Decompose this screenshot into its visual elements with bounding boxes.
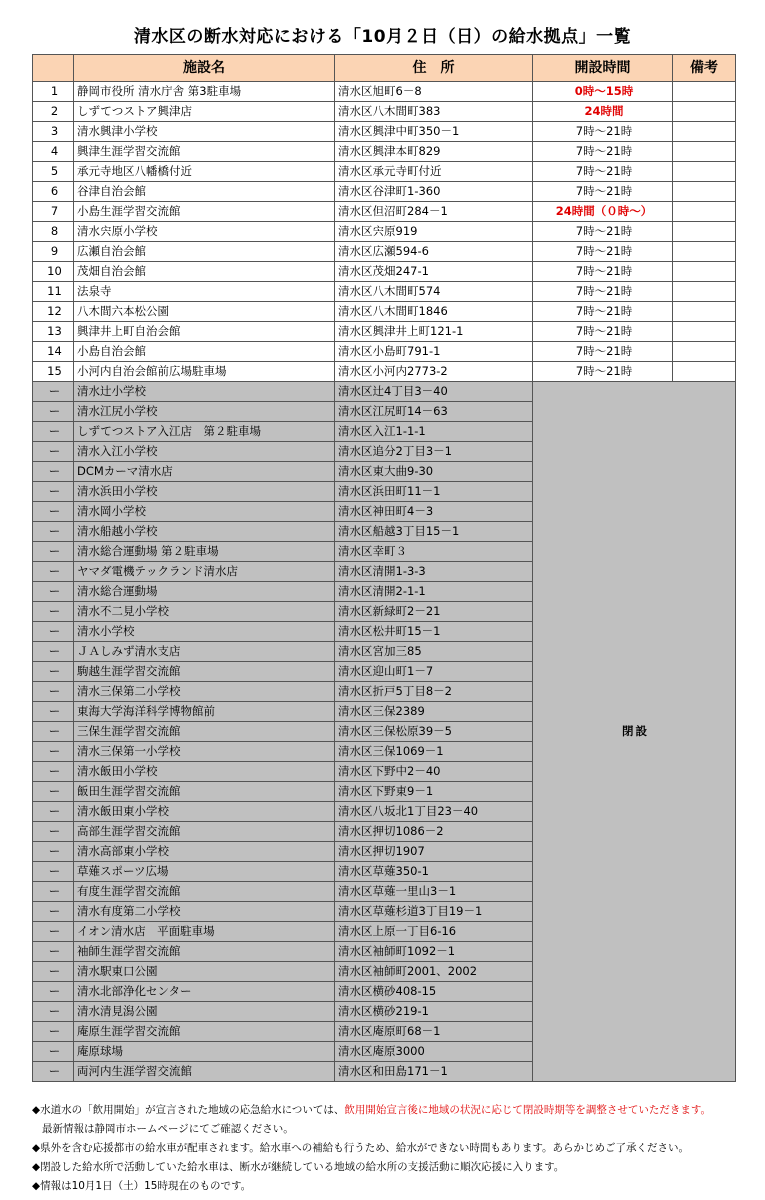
facility-name: 清水岡小学校 bbox=[74, 502, 335, 522]
facility-address: 清水区船越3丁目15－1 bbox=[335, 522, 533, 542]
facility-name: 有度生涯学習交流館 bbox=[74, 882, 335, 902]
facility-name: 袖師生涯学習交流館 bbox=[74, 942, 335, 962]
row-number: 3 bbox=[33, 122, 74, 142]
row-number: ー bbox=[33, 602, 74, 622]
facility-name: 清水北部浄化センター bbox=[74, 982, 335, 1002]
table-row bbox=[33, 142, 736, 162]
row-number: ー bbox=[33, 502, 74, 522]
facility-address: 清水区浜田町11－1 bbox=[335, 482, 533, 502]
facility-name: 清水江尻小学校 bbox=[74, 402, 335, 422]
facility-address: 清水区草薙350-1 bbox=[335, 862, 533, 882]
facility-address: 清水区袖師町1092－1 bbox=[335, 942, 533, 962]
note-1-highlight: 飲用開始宣言後に地域の状況に応じて閉設時期等を調整させていただきます。 bbox=[344, 1104, 712, 1116]
table-row bbox=[33, 322, 736, 342]
facility-address: 清水区宮加三85 bbox=[335, 642, 533, 662]
table-row bbox=[33, 262, 736, 282]
row-number: ー bbox=[33, 982, 74, 1002]
facility-address: 清水区追分2丁目3－1 bbox=[335, 442, 533, 462]
opening-hours: 7時～21時 bbox=[533, 322, 673, 342]
table-row bbox=[33, 302, 736, 322]
remarks-cell bbox=[673, 342, 736, 362]
row-number: 8 bbox=[33, 222, 74, 242]
facility-address: 清水区庵原3000 bbox=[335, 1042, 533, 1062]
row-number: ー bbox=[33, 862, 74, 882]
facility-address: 清水区八木間町574 bbox=[335, 282, 533, 302]
facility-name: 清水浜田小学校 bbox=[74, 482, 335, 502]
page-title: 清水区の断水対応における「10月２日（日）の給水拠点」一覧 bbox=[133, 27, 632, 47]
facility-name: 東海大学海洋科学博物館前 bbox=[74, 702, 335, 722]
table-body bbox=[33, 82, 736, 1082]
facility-address: 清水区興津本町829 bbox=[335, 142, 533, 162]
row-number: ー bbox=[33, 682, 74, 702]
table-row bbox=[33, 102, 736, 122]
remarks-cell bbox=[673, 282, 736, 302]
row-number: ー bbox=[33, 622, 74, 642]
facility-name: 承元寺地区八幡橋付近 bbox=[74, 162, 335, 182]
facility-name: 清水総合運動場 第２駐車場 bbox=[74, 542, 335, 562]
opening-hours: 24時間（０時～） bbox=[533, 202, 673, 222]
row-number: 10 bbox=[33, 262, 74, 282]
facility-name: 清水三保第二小学校 bbox=[74, 682, 335, 702]
row-number: ー bbox=[33, 662, 74, 682]
facility-name: 飯田生涯学習交流館 bbox=[74, 782, 335, 802]
facility-address: 清水区興津井上町121-1 bbox=[335, 322, 533, 342]
facility-name: 清水船越小学校 bbox=[74, 522, 335, 542]
header-facility: 施設名 bbox=[74, 55, 335, 82]
table-row-closed bbox=[33, 382, 736, 402]
row-number: ー bbox=[33, 382, 74, 402]
facility-name: 清水小学校 bbox=[74, 622, 335, 642]
row-number: ー bbox=[33, 962, 74, 982]
row-number: ー bbox=[33, 842, 74, 862]
facility-address: 清水区押切1086－2 bbox=[335, 822, 533, 842]
row-number: ー bbox=[33, 822, 74, 842]
facility-name: 興津生涯学習交流館 bbox=[74, 142, 335, 162]
facility-address: 清水区江尻町14－63 bbox=[335, 402, 533, 422]
facility-address: 清水区幸町３ bbox=[335, 542, 533, 562]
row-number: 5 bbox=[33, 162, 74, 182]
facility-address: 清水区下野東9－1 bbox=[335, 782, 533, 802]
row-number: ー bbox=[33, 1022, 74, 1042]
note-1-sub: 最新情報は静岡市ホームページにてご確認ください。 bbox=[42, 1123, 294, 1135]
table-row bbox=[33, 162, 736, 182]
closed-status-label: 閉設 bbox=[533, 382, 736, 1082]
row-number: 14 bbox=[33, 342, 74, 362]
facility-address: 清水区和田島171－1 bbox=[335, 1062, 533, 1082]
header-remarks: 備考 bbox=[673, 55, 736, 82]
facility-address: 清水区押切1907 bbox=[335, 842, 533, 862]
water-supply-table bbox=[32, 54, 736, 1082]
note-1 bbox=[32, 1101, 752, 1120]
facility-name: 三保生涯学習交流館 bbox=[74, 722, 335, 742]
opening-hours: 7時～21時 bbox=[533, 162, 673, 182]
row-number: ー bbox=[33, 902, 74, 922]
remarks-cell bbox=[673, 362, 736, 382]
facility-name: しずてつストア入江店 第２駐車場 bbox=[74, 422, 335, 442]
facility-name: 茂畑自治会館 bbox=[74, 262, 335, 282]
facility-address: 清水区草薙一里山3－1 bbox=[335, 882, 533, 902]
facility-address: 清水区承元寺町付近 bbox=[335, 162, 533, 182]
facility-address: 清水区三保1069－1 bbox=[335, 742, 533, 762]
table-row bbox=[33, 202, 736, 222]
opening-hours: 7時～21時 bbox=[533, 182, 673, 202]
opening-hours: 24時間 bbox=[533, 102, 673, 122]
facility-address: 清水区迎山町1－7 bbox=[335, 662, 533, 682]
opening-hours: 7時～21時 bbox=[533, 222, 673, 242]
facility-name: ＪＡしみず清水支店 bbox=[74, 642, 335, 662]
table-row bbox=[33, 362, 736, 382]
opening-hours: 7時～21時 bbox=[533, 302, 673, 322]
table-row bbox=[33, 182, 736, 202]
remarks-cell bbox=[673, 302, 736, 322]
facility-name: 清水入江小学校 bbox=[74, 442, 335, 462]
note-3: ◆閉設した給水所で活動していた給水車は、断水が継続している地域の給水所の支援活動に順次応援に入ります。 bbox=[32, 1161, 565, 1173]
facility-name: 清水有度第二小学校 bbox=[74, 902, 335, 922]
facility-name: 谷津自治会館 bbox=[74, 182, 335, 202]
facility-address: 清水区横砂408-15 bbox=[335, 982, 533, 1002]
facility-address: 清水区三保2389 bbox=[335, 702, 533, 722]
facility-name: しずてつストア興津店 bbox=[74, 102, 335, 122]
facility-name: 法泉寺 bbox=[74, 282, 335, 302]
row-number: ー bbox=[33, 422, 74, 442]
row-number: ー bbox=[33, 442, 74, 462]
header-no bbox=[33, 55, 74, 82]
row-number: ー bbox=[33, 522, 74, 542]
facility-name: 清水辻小学校 bbox=[74, 382, 335, 402]
row-number: 13 bbox=[33, 322, 74, 342]
row-number: ー bbox=[33, 562, 74, 582]
header-hours: 開設時間 bbox=[533, 55, 673, 82]
row-number: 2 bbox=[33, 102, 74, 122]
facility-name: 清水三保第一小学校 bbox=[74, 742, 335, 762]
facility-name: 清水不二見小学校 bbox=[74, 602, 335, 622]
facility-address: 清水区清開1-3-3 bbox=[335, 562, 533, 582]
facility-address: 清水区辻4丁目3－40 bbox=[335, 382, 533, 402]
facility-name: 清水飯田小学校 bbox=[74, 762, 335, 782]
remarks-cell bbox=[673, 102, 736, 122]
facility-address: 清水区清開2-1-1 bbox=[335, 582, 533, 602]
opening-hours: 7時～21時 bbox=[533, 242, 673, 262]
facility-address: 清水区興津中町350－1 bbox=[335, 122, 533, 142]
facility-name: 高部生涯学習交流館 bbox=[74, 822, 335, 842]
opening-hours: 7時～21時 bbox=[533, 342, 673, 362]
facility-name: 草薙スポーツ広場 bbox=[74, 862, 335, 882]
facility-address: 清水区八木間町1846 bbox=[335, 302, 533, 322]
table-header-row bbox=[33, 55, 736, 82]
row-number: ー bbox=[33, 642, 74, 662]
remarks-cell bbox=[673, 242, 736, 262]
table-row bbox=[33, 222, 736, 242]
facility-name: 清水駅東口公園 bbox=[74, 962, 335, 982]
header-address: 住 所 bbox=[335, 55, 533, 82]
facility-address: 清水区宍原919 bbox=[335, 222, 533, 242]
facility-address: 清水区神田町4－3 bbox=[335, 502, 533, 522]
remarks-cell bbox=[673, 222, 736, 242]
opening-hours: 7時～21時 bbox=[533, 362, 673, 382]
row-number: ー bbox=[33, 802, 74, 822]
opening-hours: 7時～21時 bbox=[533, 142, 673, 162]
row-number: 6 bbox=[33, 182, 74, 202]
facility-address: 清水区草薙杉道3丁目19－1 bbox=[335, 902, 533, 922]
facility-name: 興津井上町自治会館 bbox=[74, 322, 335, 342]
opening-hours: 7時～21時 bbox=[533, 122, 673, 142]
row-number: ー bbox=[33, 462, 74, 482]
facility-name: 小島生涯学習交流館 bbox=[74, 202, 335, 222]
notes bbox=[32, 1101, 752, 1196]
row-number: ー bbox=[33, 922, 74, 942]
row-number: 9 bbox=[33, 242, 74, 262]
facility-name: 八木間六本松公園 bbox=[74, 302, 335, 322]
facility-address: 清水区小河内2773-2 bbox=[335, 362, 533, 382]
remarks-cell bbox=[673, 202, 736, 222]
table-row bbox=[33, 282, 736, 302]
facility-name: 広瀬自治会館 bbox=[74, 242, 335, 262]
facility-name: 清水宍原小学校 bbox=[74, 222, 335, 242]
table-row bbox=[33, 82, 736, 102]
facility-name: 清水総合運動場 bbox=[74, 582, 335, 602]
remarks-cell bbox=[673, 322, 736, 342]
facility-name: 静岡市役所 清水庁舎 第3駐車場 bbox=[74, 82, 335, 102]
remarks-cell bbox=[673, 142, 736, 162]
note-4: ◆情報は10月1日（土）15時現在のものです。 bbox=[32, 1180, 252, 1192]
facility-address: 清水区庵原町68－1 bbox=[335, 1022, 533, 1042]
facility-name: 庵原生涯学習交流館 bbox=[74, 1022, 335, 1042]
row-number: ー bbox=[33, 1002, 74, 1022]
row-number: ー bbox=[33, 402, 74, 422]
facility-address: 清水区上原一丁目6-16 bbox=[335, 922, 533, 942]
facility-name: 庵原球場 bbox=[74, 1042, 335, 1062]
facility-name: 清水興津小学校 bbox=[74, 122, 335, 142]
row-number: ー bbox=[33, 782, 74, 802]
row-number: 1 bbox=[33, 82, 74, 102]
opening-hours: 7時～21時 bbox=[533, 262, 673, 282]
facility-name: 清水飯田東小学校 bbox=[74, 802, 335, 822]
facility-name: 両河内生涯学習交流館 bbox=[74, 1062, 335, 1082]
facility-name: イオン清水店 平面駐車場 bbox=[74, 922, 335, 942]
facility-address: 清水区八木間町383 bbox=[335, 102, 533, 122]
row-number: 12 bbox=[33, 302, 74, 322]
table-row bbox=[33, 122, 736, 142]
row-number: ー bbox=[33, 722, 74, 742]
facility-name: DCMカーマ清水店 bbox=[74, 462, 335, 482]
facility-name: 小河内自治会館前広場駐車場 bbox=[74, 362, 335, 382]
facility-name: 清水高部東小学校 bbox=[74, 842, 335, 862]
remarks-cell bbox=[673, 182, 736, 202]
note-2: ◆県外を含む応援都市の給水車が配車されます。給水車への補給も行うため、給水ができない時間もあります。あらかじめご了承ください。 bbox=[32, 1142, 689, 1154]
row-number: ー bbox=[33, 742, 74, 762]
facility-name: 駒越生涯学習交流館 bbox=[74, 662, 335, 682]
remarks-cell bbox=[673, 122, 736, 142]
facility-address: 清水区松井町15－1 bbox=[335, 622, 533, 642]
row-number: ー bbox=[33, 1042, 74, 1062]
table-row bbox=[33, 342, 736, 362]
row-number: ー bbox=[33, 762, 74, 782]
facility-name: 清水清見潟公園 bbox=[74, 1002, 335, 1022]
facility-name: ヤマダ電機テックランド清水店 bbox=[74, 562, 335, 582]
facility-address: 清水区横砂219-1 bbox=[335, 1002, 533, 1022]
facility-address: 清水区三保松原39－5 bbox=[335, 722, 533, 742]
facility-address: 清水区小島町791-1 bbox=[335, 342, 533, 362]
opening-hours: 7時～21時 bbox=[533, 282, 673, 302]
table-row bbox=[33, 242, 736, 262]
row-number: ー bbox=[33, 882, 74, 902]
facility-address: 清水区谷津町1-360 bbox=[335, 182, 533, 202]
row-number: 4 bbox=[33, 142, 74, 162]
row-number: ー bbox=[33, 542, 74, 562]
facility-address: 清水区新緑町2－21 bbox=[335, 602, 533, 622]
facility-address: 清水区折戸5丁目8－2 bbox=[335, 682, 533, 702]
row-number: ー bbox=[33, 1062, 74, 1082]
row-number: 15 bbox=[33, 362, 74, 382]
row-number: 7 bbox=[33, 202, 74, 222]
facility-address: 清水区入江1-1-1 bbox=[335, 422, 533, 442]
facility-address: 清水区旭町6－8 bbox=[335, 82, 533, 102]
facility-address: 清水区袖師町2001、2002 bbox=[335, 962, 533, 982]
remarks-cell bbox=[673, 82, 736, 102]
facility-address: 清水区下野中2－40 bbox=[335, 762, 533, 782]
note-1-text: ◆水道水の「飲用開始」が宣言された地域の応急給水については、 bbox=[32, 1104, 345, 1116]
facility-address: 清水区八坂北1丁目23－40 bbox=[335, 802, 533, 822]
facility-address: 清水区東大曲9-30 bbox=[335, 462, 533, 482]
remarks-cell bbox=[673, 262, 736, 282]
row-number: ー bbox=[33, 582, 74, 602]
opening-hours: 0時～15時 bbox=[533, 82, 673, 102]
facility-address: 清水区茂畑247-1 bbox=[335, 262, 533, 282]
row-number: ー bbox=[33, 942, 74, 962]
facility-name: 小島自治会館 bbox=[74, 342, 335, 362]
row-number: 11 bbox=[33, 282, 74, 302]
facility-address: 清水区但沼町284－1 bbox=[335, 202, 533, 222]
facility-address: 清水区広瀬594-6 bbox=[335, 242, 533, 262]
row-number: ー bbox=[33, 482, 74, 502]
remarks-cell bbox=[673, 162, 736, 182]
row-number: ー bbox=[33, 702, 74, 722]
